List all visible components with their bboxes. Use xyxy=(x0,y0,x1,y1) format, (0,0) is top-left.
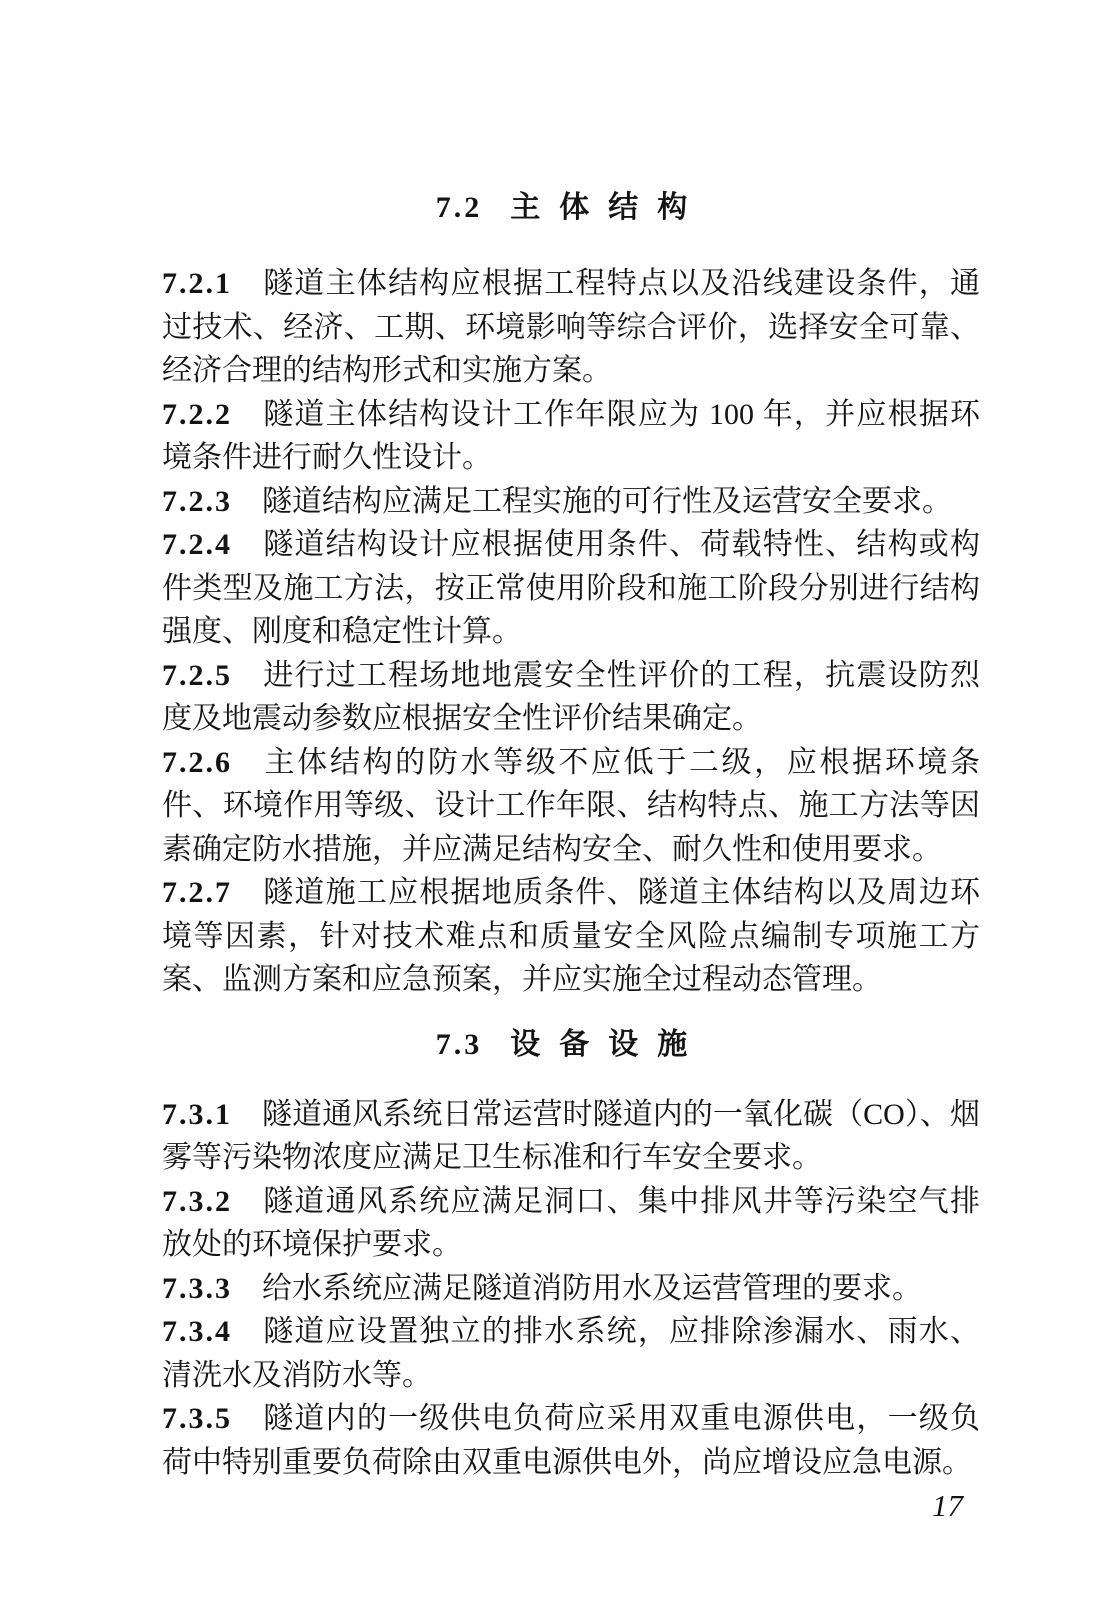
clause-number: 7.2.5 xyxy=(162,658,232,692)
clause-7-2-4 xyxy=(162,523,980,654)
clause-text: 隧道结构设计应根据使用条件、荷载特性、结构或构件类型及施工方法，按正常使用阶段和施工阶段分别进行结构强度、刚度和稳定性计算。 xyxy=(162,528,980,648)
page-number: 17 xyxy=(932,1488,963,1523)
clause-number: 7.3.2 xyxy=(162,1184,232,1218)
clause-number: 7.2.6 xyxy=(162,745,232,779)
page-content xyxy=(162,186,980,1484)
clause-7-2-2 xyxy=(162,393,980,480)
clause-7-3-1 xyxy=(162,1093,980,1180)
clause-text: 给水系统应满足隧道消防用水及运营管理的要求。 xyxy=(262,1271,922,1305)
clause-7-2-6 xyxy=(162,741,980,872)
section-heading-7-3 xyxy=(162,1023,980,1067)
clause-text: 隧道通风系统应满足洞口、集中排风井等污染空气排放处的环境保护要求。 xyxy=(162,1184,980,1261)
clause-text: 隧道主体结构应根据工程特点以及沿线建设条件，通过技术、经济、工期、环境影响等综合评价，选择安全可靠、经济合理的结构形式和实施方案。 xyxy=(162,267,980,387)
clause-number: 7.3.3 xyxy=(162,1271,232,1305)
clause-number: 7.2.3 xyxy=(162,484,232,518)
section-number: 7.2 xyxy=(435,191,483,224)
clause-text: 隧道应设置独立的排水系统，应排除渗漏水、雨水、清洗水及消防水等。 xyxy=(162,1315,980,1392)
clause-7-2-5 xyxy=(162,654,980,741)
section-heading-7-2 xyxy=(162,186,980,230)
clause-number: 7.2.4 xyxy=(162,528,232,561)
clause-7-3-5 xyxy=(162,1397,980,1484)
clause-7-2-3 xyxy=(162,480,980,524)
clause-number: 7.3.5 xyxy=(162,1402,232,1435)
clause-text: 进行过工程场地地震安全性评价的工程，抗震设防烈度及地震动参数应根据安全性评价结果确定。 xyxy=(162,658,980,735)
clause-7-3-2 xyxy=(162,1180,980,1267)
clause-number: 7.2.2 xyxy=(162,397,232,431)
clause-7-3-4 xyxy=(162,1310,980,1397)
clause-text: 隧道通风系统日常运营时隧道内的一氧化碳（CO）、烟雾等污染物浓度应满足卫生标准和行车安全要求。 xyxy=(162,1097,980,1174)
clause-7-2-7 xyxy=(162,871,980,1002)
clause-number: 7.2.1 xyxy=(162,267,232,300)
clause-text: 隧道内的一级供电负荷应采用双重电源供电，一级负荷中特别重要负荷除由双重电源供电外，尚应增设应急电源。 xyxy=(162,1402,980,1479)
clause-text: 隧道结构应满足工程实施的可行性及运营安全要求。 xyxy=(262,484,952,518)
clause-7-3-3 xyxy=(162,1267,980,1311)
clause-text: 主体结构的防水等级不应低于二级，应根据环境条件、环境作用等级、设计工作年限、结构特点、施工方法等因素确定防水措施，并应满足结构安全、耐久性和使用要求。 xyxy=(162,745,980,866)
clause-number: 7.2.7 xyxy=(162,876,232,909)
clause-text: 隧道主体结构设计工作年限应为 100 年，并应根据环境条件进行耐久性设计。 xyxy=(162,397,980,474)
clause-number: 7.3.1 xyxy=(162,1097,232,1131)
section-title: 设备设施 xyxy=(510,1027,707,1061)
clause-7-2-1 xyxy=(162,262,980,393)
section-number: 7.3 xyxy=(435,1027,483,1061)
clause-number: 7.3.4 xyxy=(162,1315,232,1348)
section-title: 主体结构 xyxy=(510,191,707,224)
clause-text: 隧道施工应根据地质条件、隧道主体结构以及周边环境等因素，针对技术难点和质量安全风险点编制专项施工方案、监测方案和应急预案，并应实施全过程动态管理。 xyxy=(162,876,980,996)
